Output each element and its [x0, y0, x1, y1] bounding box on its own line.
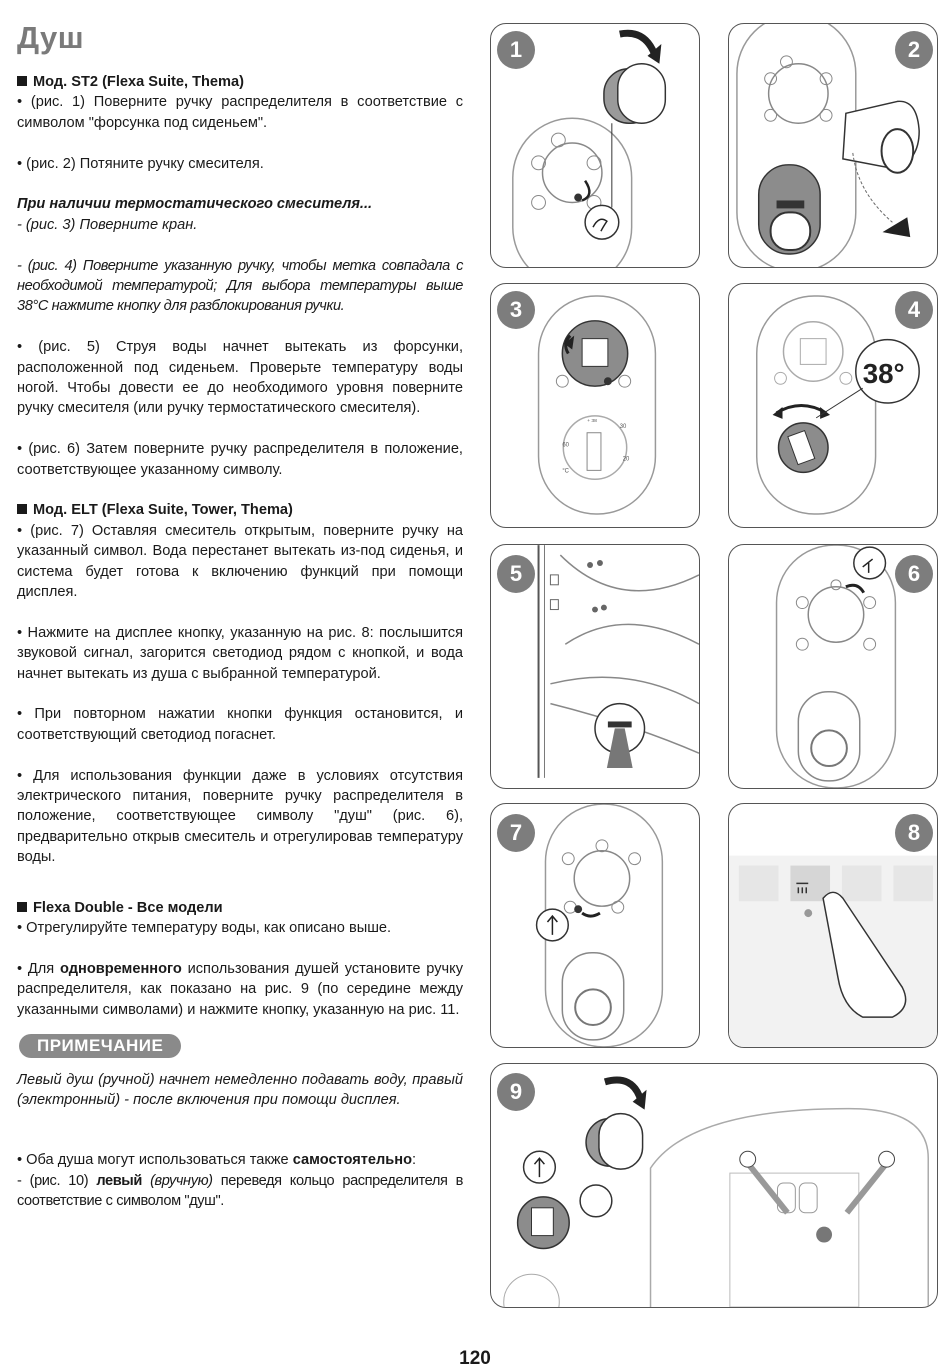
figure-1: [490, 23, 700, 268]
st2-paragraph-1: • (рис. 1) Поверните ручку распределителя в соответствие с символом "форсунка под сиденьем".: [17, 94, 463, 131]
figure-1-number: 1: [497, 31, 535, 69]
elt-paragraph-2: • Нажмите на дисплее кнопку, указанную на рис. 8: послышится звуковой сигнал, загорится светодиод рядом с кнопкой, и вода начнет вытекать из душа с выбранной температурой.: [17, 624, 463, 682]
figure-9: [490, 1063, 938, 1308]
st2-heading: Мод. ST2 (Flexa Suite, Thema): [17, 72, 463, 92]
figure-9-number: 9: [497, 1073, 535, 1111]
bullet-square-icon: [17, 504, 27, 514]
thermo-paragraph-1: - (рис. 3) Поверните кран.: [17, 216, 198, 233]
figure-4-number: 4: [895, 291, 933, 329]
svg-text:60: 60: [562, 442, 569, 449]
figure-3: [490, 283, 700, 528]
both-paragraph-1: • Оба душа могут использоваться также самостоятельно:: [17, 1152, 417, 1169]
figure-2-number: 2: [895, 31, 933, 69]
figure-5-number: 5: [497, 555, 535, 593]
page-title: Душ: [17, 20, 85, 55]
st2-paragraph-3: • (рис. 5) Струя воды начнет вытекать из форсунки, расположенной под сиденьем. Проверьте температуру воды ногой. Чтобы довести ее до необходимого уровня поверните ручку смесителя (или ручку термостатического смесителя).: [17, 339, 463, 417]
figure-6: [728, 544, 938, 789]
figure-9-illustration: [491, 1064, 937, 1307]
bullet-square-icon: [17, 76, 27, 86]
double-heading: Flexa Double - Все модели: [17, 898, 463, 918]
svg-text:+ 38: + 38: [587, 418, 597, 424]
both-paragraph-2: - (рис. 10) левый (вручную) переведя кольцо распределителя в соответствие с символом "душ".: [17, 1172, 463, 1210]
double-paragraph-2: • Для одновременного использования душей установите ручку распределителя, как показано на рис. 9 (по середине между указанными символами) и нажмите кнопку, указанную на рис. 11.: [17, 960, 463, 1018]
elt-heading: Мод. ELT (Flexa Suite, Tower, Thema): [17, 500, 463, 520]
thermo-paragraph-2: - (рис. 4) Поверните указанную ручку, чтобы метка совпадала с необходимой температурой; Для выбора температуры выше 38°C нажмите кнопку для разблокирования ручки.: [17, 257, 463, 315]
figure-3-number: 3: [497, 291, 535, 329]
svg-text:20: 20: [622, 456, 630, 463]
figure-6-number: 6: [895, 555, 933, 593]
st2-paragraph-4: • (рис. 6) Затем поверните ручку распределителя в положение, соответствующее указанному символу.: [17, 441, 463, 478]
figure-5: [490, 544, 700, 789]
figure-8-number: 8: [895, 814, 933, 852]
bullet-square-icon: [17, 902, 27, 912]
double-paragraph-1: • Отрегулируйте температуру воды, как описано выше.: [17, 920, 392, 937]
svg-text:°C: °C: [562, 468, 569, 475]
st2-paragraph-2: • (рис. 2) Потяните ручку смесителя.: [17, 155, 264, 172]
elt-paragraph-4: • Для использования функции даже в условиях отсутствия электрического питания, поверните ручку распределителя в положение, соответствующее символу "душ" (рис. 6), предварительно открыв смеситель и отрегулировав температуру воды.: [17, 767, 463, 866]
figure-7: [490, 803, 700, 1048]
note-paragraph: Левый душ (ручной) начнет немедленно подавать воду, правый (электронный) - после включения при помощи дисплея.: [17, 1071, 463, 1108]
note-label: ПРИМЕЧАНИЕ: [19, 1034, 181, 1057]
figure-8: [728, 803, 938, 1048]
temperature-badge: 38°: [862, 358, 905, 390]
figure-7-number: 7: [497, 814, 535, 852]
elt-paragraph-3: • При повторном нажатии кнопки функция остановится, и соответствующий светодиод погаснет.: [17, 706, 463, 743]
elt-paragraph-1: • (рис. 7) Оставляя смеситель открытым, поверните ручку на указанный символ. Вода перестанет вытекать из-под сиденья, и система будет готова к включению функций при помощи дисплея.: [17, 522, 463, 601]
figure-2: [728, 23, 938, 268]
thermo-heading: При наличии термостатического смесителя...: [17, 196, 373, 213]
text-column: [17, 72, 463, 1212]
svg-text:30: 30: [619, 423, 627, 430]
page-number: 120: [459, 1348, 491, 1369]
figure-4: [728, 283, 938, 528]
